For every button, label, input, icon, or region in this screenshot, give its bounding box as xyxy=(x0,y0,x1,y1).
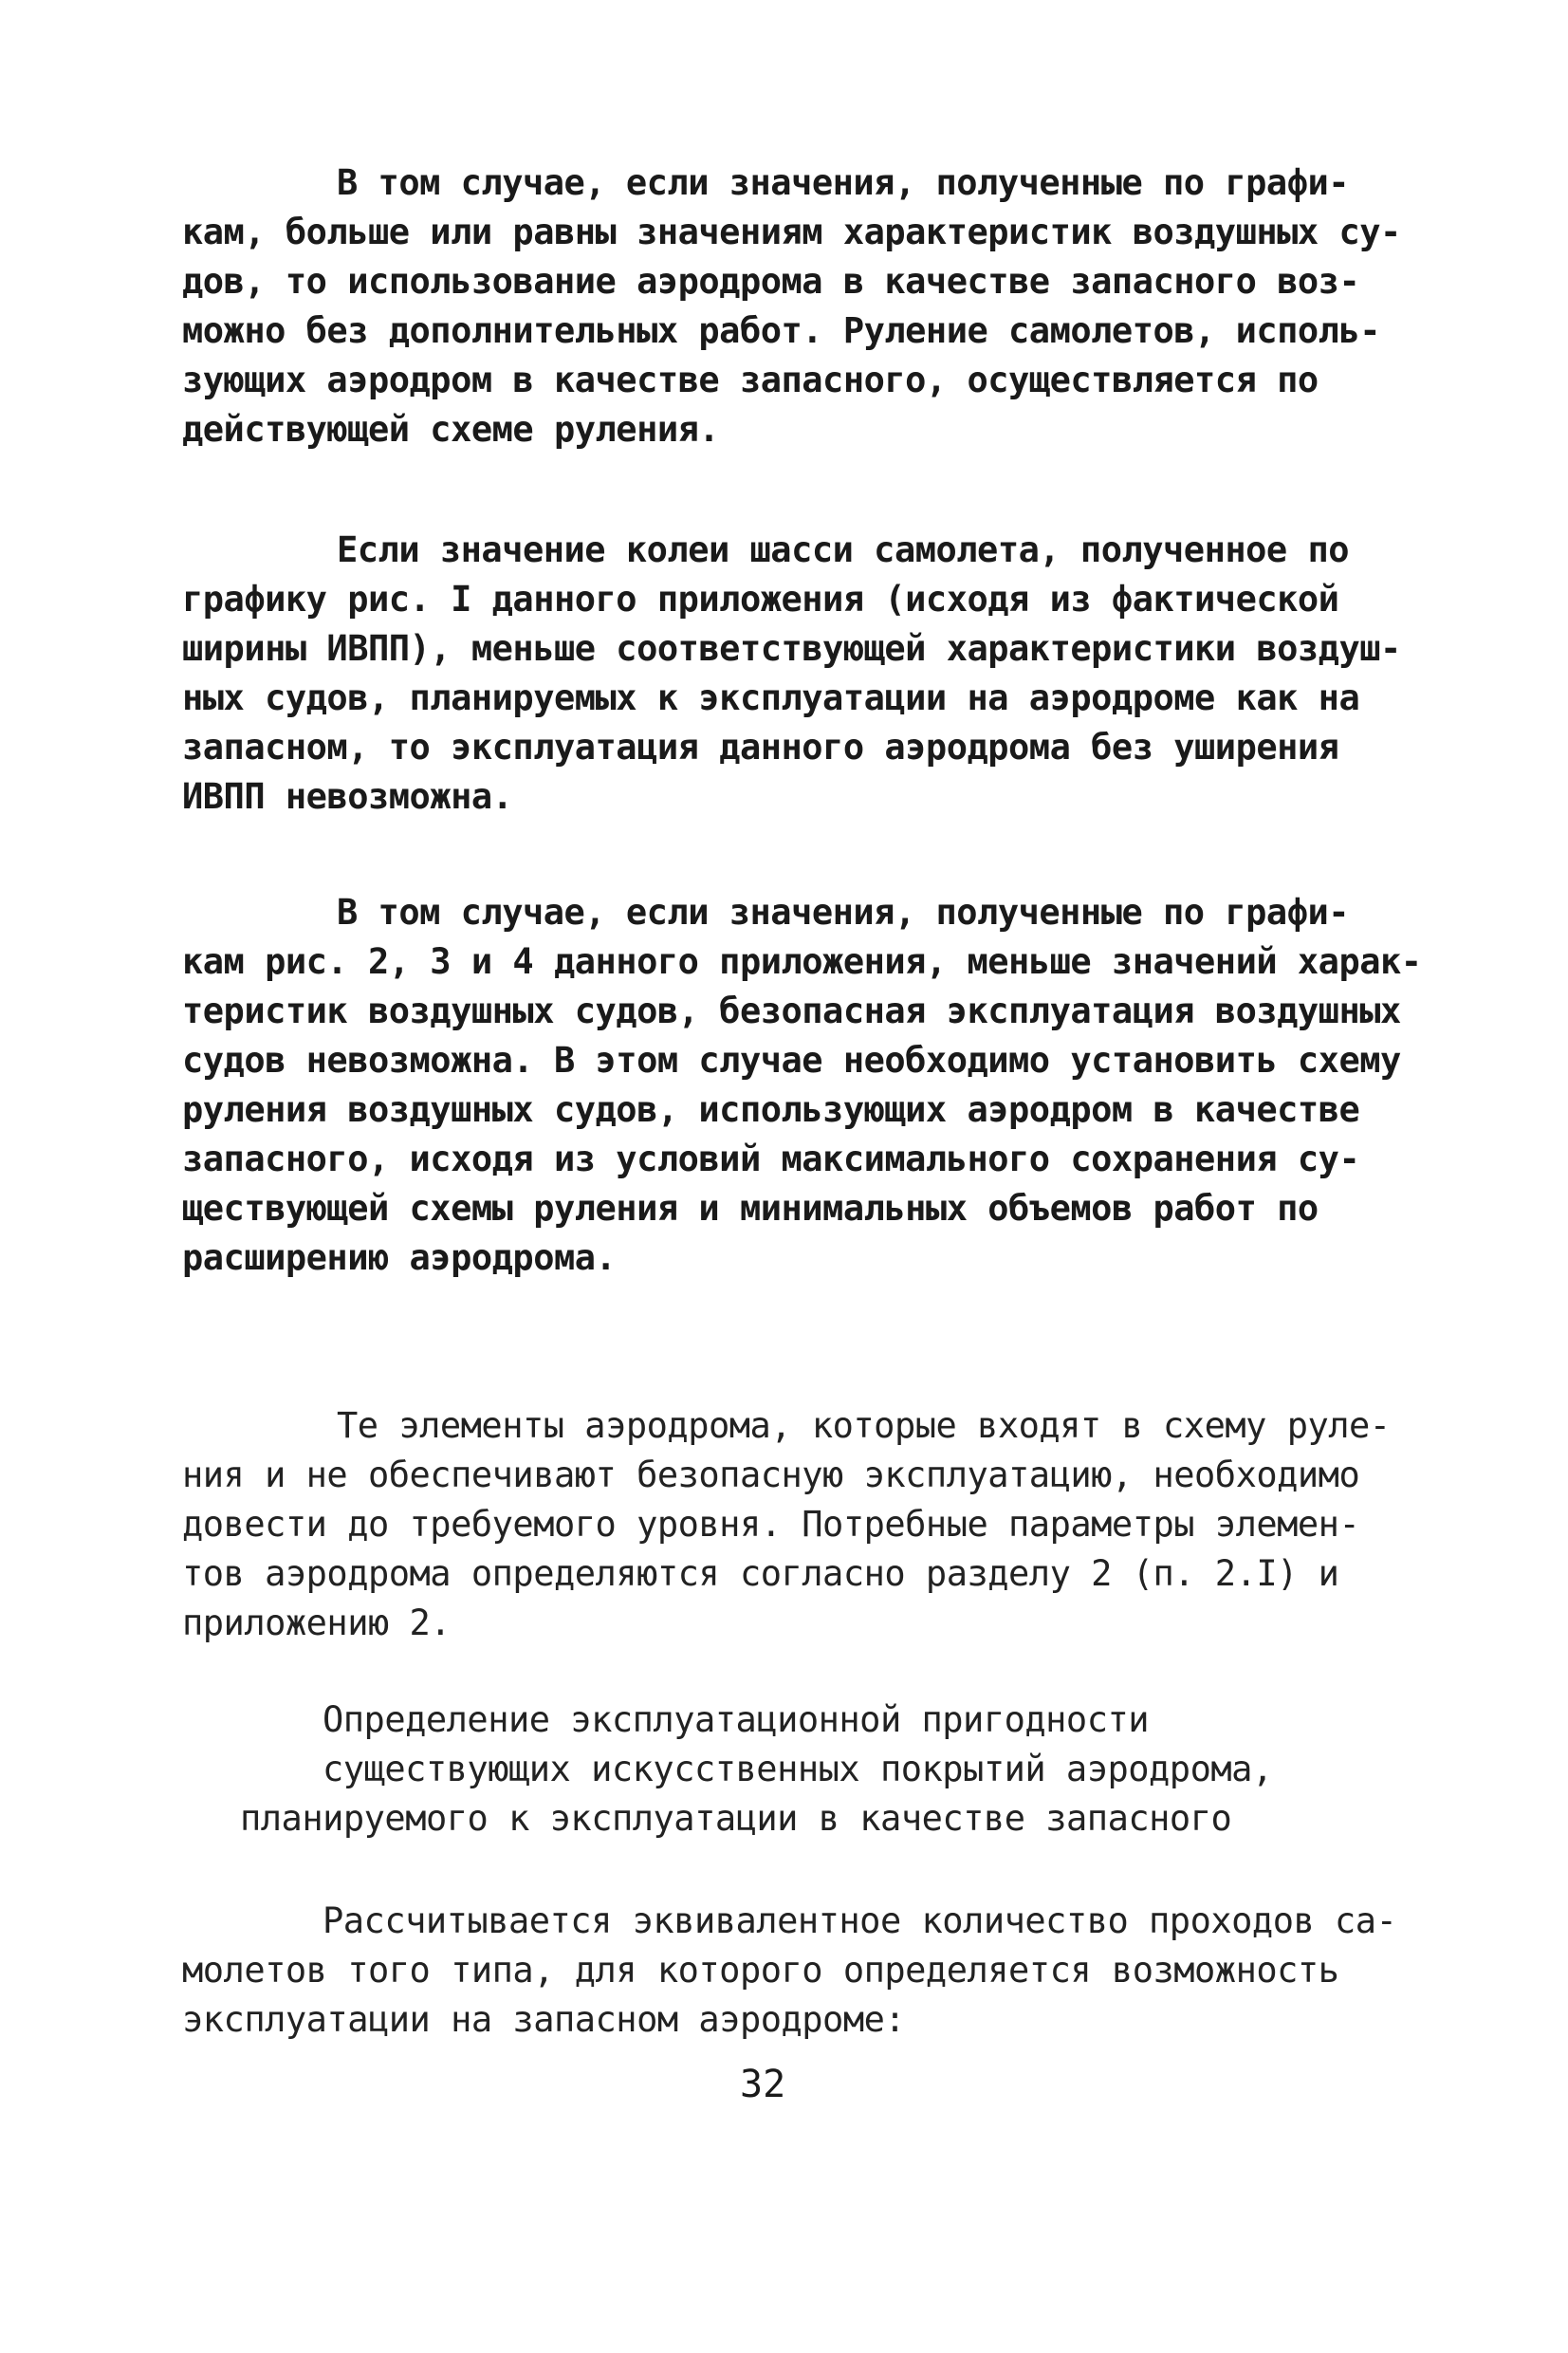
text-line: молетов того типа, для которого определяется возможность xyxy=(182,1950,1339,1991)
text-line: зующих аэродром в качестве запасного, осуществляется по xyxy=(182,360,1319,400)
text-line: эксплуатации на запасном аэродроме: xyxy=(182,1999,906,2040)
page-number: 32 xyxy=(740,2063,786,2106)
text-line: приложению 2. xyxy=(182,1603,452,1643)
heading-line: существующих искусственных покрытий аэродрома, xyxy=(323,1749,1273,1789)
text-line: Рассчитывается эквивалентное количество проходов са- xyxy=(323,1900,1397,1941)
heading-line: планируемого к эксплуатации в качестве запасного xyxy=(240,1798,1232,1839)
text-line: ширины ИВПП), меньше соответствующей характеристики воздуш- xyxy=(182,628,1401,669)
text-line: кам рис. 2, 3 и 4 данного приложения, меньше значений харак- xyxy=(182,941,1422,982)
text-line: В том случае, если значения, полученные по графи- xyxy=(337,162,1350,203)
text-line: Если значение колеи шасси самолета, полученное по xyxy=(337,529,1350,570)
text-line: В том случае, если значения, полученные по графи- xyxy=(337,892,1350,933)
text-line: Те элементы аэродрома, которые входят в схему руле- xyxy=(337,1405,1391,1446)
text-line: графику рис. I данного приложения (исходя из фактической xyxy=(182,579,1339,620)
text-line: расширению аэродрома. xyxy=(182,1237,617,1278)
text-line: тов аэродрома определяются согласно разделу 2 (п. 2.I) и xyxy=(182,1553,1339,1594)
text-line: можно без дополнительных работ. Руление самолетов, исполь- xyxy=(182,310,1381,351)
heading-line: Определение эксплуатационной пригодности xyxy=(323,1699,1150,1740)
text-line: ществующей схемы руления и минимальных объемов работ по xyxy=(182,1188,1319,1229)
text-line: руления воздушных судов, использующих аэродром в качестве xyxy=(182,1089,1360,1130)
text-line: запасного, исходя из условий максимального сохранения су- xyxy=(182,1139,1360,1179)
text-line: ИВПП невозможна. xyxy=(182,776,513,817)
text-line: довести до требуемого уровня. Потребные параметры элемен- xyxy=(182,1504,1360,1545)
text-line: кам, больше или равны значениям характеристик воздушных су- xyxy=(182,212,1401,252)
text-line: ных судов, планируемых к эксплуатации на аэродроме как на xyxy=(182,677,1360,718)
text-line: теристик воздушных судов, безопасная эксплуатация воздушных xyxy=(182,991,1401,1031)
text-line: ния и не обеспечивают безопасную эксплуатацию, необходимо xyxy=(182,1454,1360,1495)
text-line: запасном, то эксплуатация данного аэродрома без уширения xyxy=(182,727,1339,768)
text-line: дов, то использование аэродрома в качестве запасного воз- xyxy=(182,261,1360,302)
text-line: судов невозможна. В этом случае необходимо установить схему xyxy=(182,1040,1401,1081)
text-line: действующей схеме руления. xyxy=(182,409,720,450)
